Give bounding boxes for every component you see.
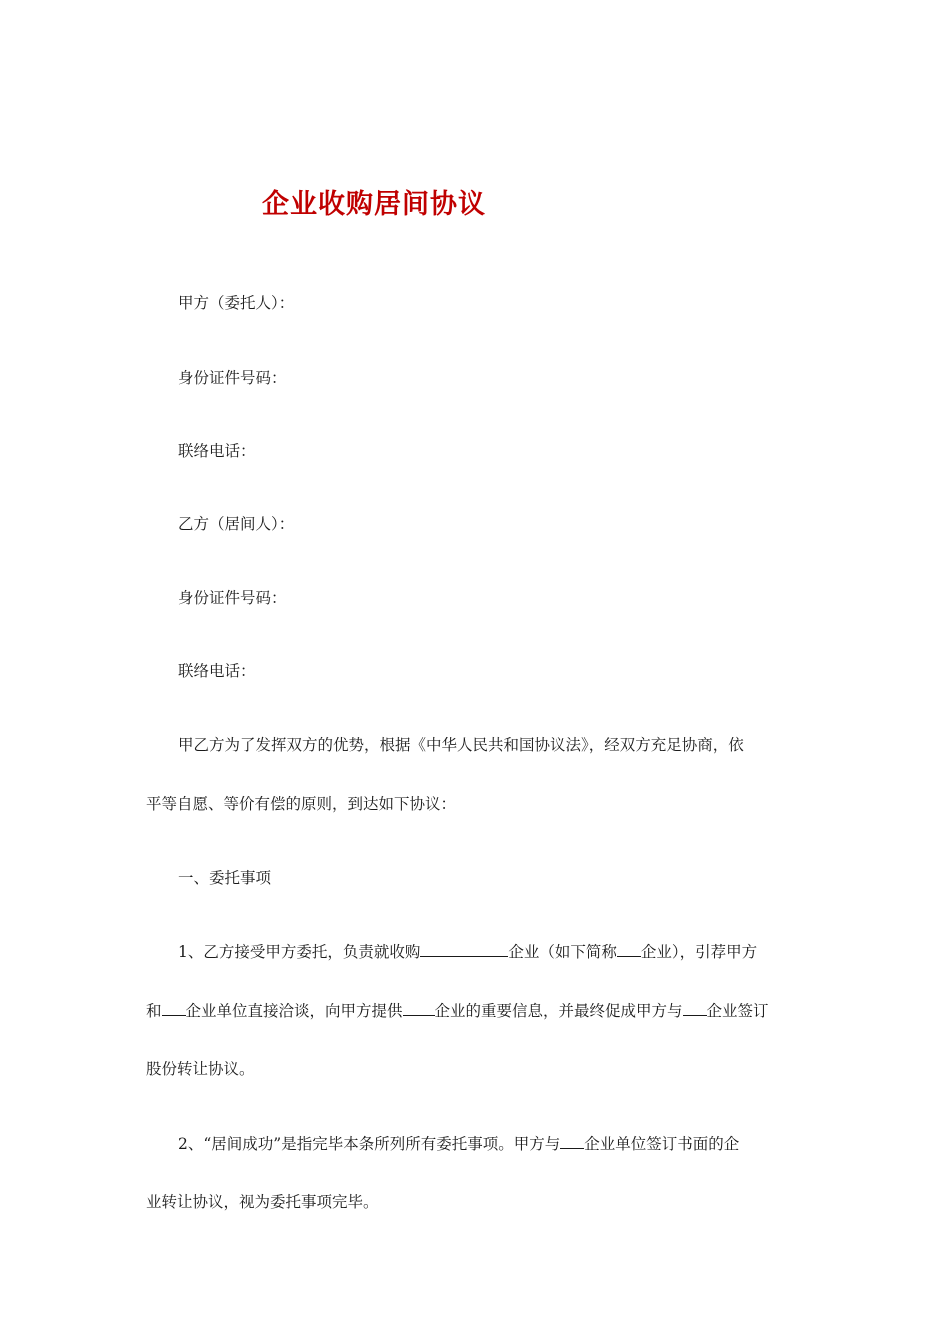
party-b-label: 乙方（居间人）： — [178, 515, 295, 533]
party-a-id-label: 身份证件号码： — [178, 369, 287, 387]
blank-field — [420, 941, 508, 957]
clause-text: 企业签订 — [706, 1002, 769, 1020]
clause-text: 和 — [146, 1002, 162, 1020]
clause-1-line-3: 股份转让协议。 — [146, 1060, 255, 1078]
blank-field — [403, 1000, 435, 1016]
clause-text: 2、“居间成功”是指完毕本条所列所有委托事项。甲方与 — [178, 1135, 561, 1153]
party-a-phone-label: 联络电话： — [178, 442, 256, 460]
clause-text: 企业单位直接洽谈，向甲方提供 — [185, 1002, 403, 1020]
preamble-line-1: 甲乙方为了发挥双方的优势，根据《中华人民共和国协议法》，经双方充足协商，依 — [178, 736, 744, 754]
blank-field — [162, 1000, 186, 1016]
clause-2-line-2: 业转让协议，视为委托事项完毕。 — [146, 1193, 379, 1211]
clause-1-line-2 — [146, 1000, 769, 1021]
clause-1-line-1 — [178, 941, 757, 962]
section-heading-entrustment: 一、委托事项 — [178, 869, 272, 887]
blank-field — [617, 941, 641, 957]
blank-field — [683, 1000, 707, 1016]
party-b-id-label: 身份证件号码： — [178, 589, 287, 607]
clause-text: 企业（如下简称 — [508, 943, 617, 961]
clause-text: 企业单位签订书面的企 — [584, 1135, 740, 1153]
clause-text: 1、乙方接受甲方委托，负责就收购 — [178, 943, 421, 961]
clause-text: 企业的重要信息，并最终促成甲方与 — [434, 1002, 683, 1020]
clause-2-line-1 — [178, 1133, 739, 1154]
blank-field — [560, 1133, 584, 1149]
preamble-line-2: 平等自愿、等价有偿的原则，到达如下协议： — [146, 795, 457, 813]
party-a-label: 甲方（委托人）： — [178, 294, 295, 312]
document-title: 企业收购居间协议 — [262, 189, 486, 220]
clause-text: 企业），引荐甲方 — [640, 943, 758, 961]
party-b-phone-label: 联络电话： — [178, 662, 256, 680]
